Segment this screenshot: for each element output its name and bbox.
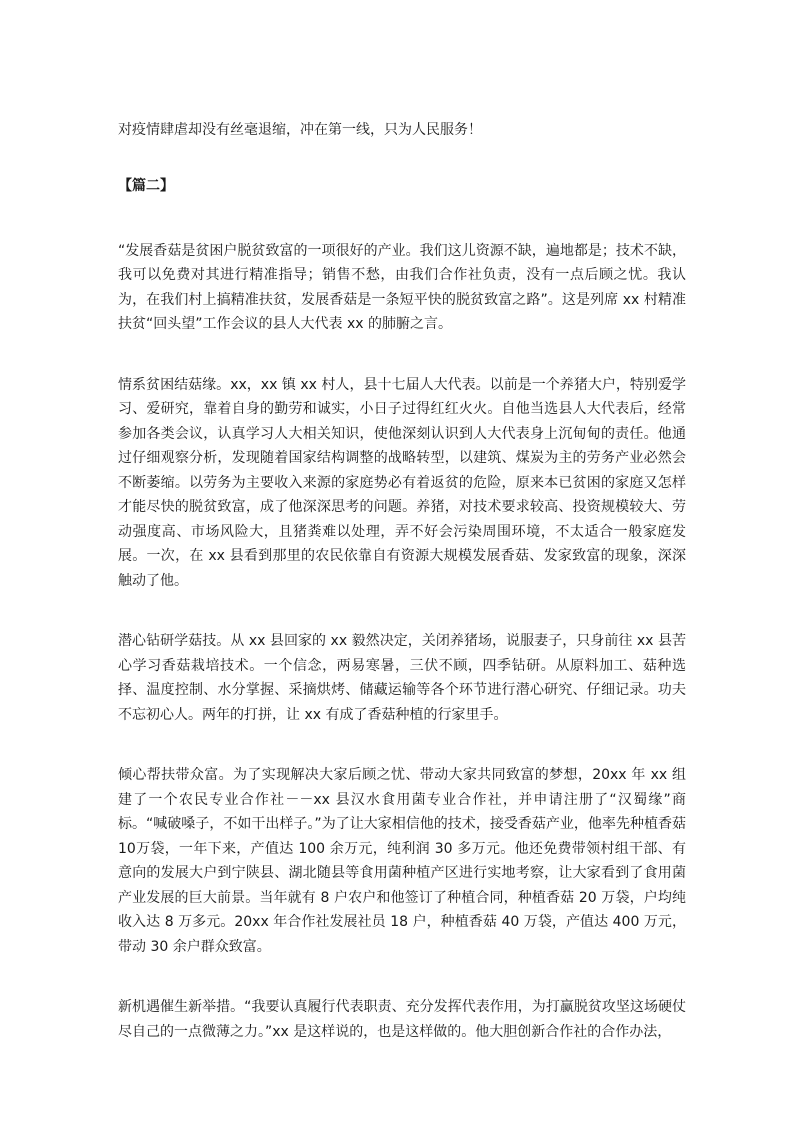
- paragraph-help: 倾心帮扶带众富。为了实现解决大家后顾之忧、带动大家共同致富的梦想，20xx 年 xx 组建了一个农民专业合作社－－xx 县汉水食用菌专业合作社，并申请注册了“汉蜀缘”商标。“喊破嗓子，不如干出样子。”为了让大家相信他的技术，接受香菇产业，他率先种植香菇 10万袋，一年下来，产值达 100 余万元，纯利润 30 多万元。他还免费带领村组干部、有意向的发展大户到宁陕县、湖北随县等食用菌种植产区进行实地考察，让大家看到了食用菌产业发展的巨大前景。当年就有 8 户农户和他签订了种植合同，种植香菇 20 万袋，户均纯收入达 8 万多元。20xx 年合作社发展社员 18 户，种植香菇 40 万袋，产值达 400 万元，带动 30 余户群众致富。: [118, 767, 686, 955]
- section-heading: 【篇二】: [118, 177, 174, 194]
- paragraph-spacer: [118, 727, 686, 763]
- paragraph-spacer: [118, 959, 686, 995]
- paragraph-study: 潜心钻研学菇技。从 xx 县回家的 xx 毅然决定，关闭养猪场，说服妻子，只身前往 xx 县苦心学习香菇栽培技术。一个信念，两易寒暑，三伏不顾，四季钻研。从原料加工、菇种选择、温度控制、水分掌握、采摘烘烤、储藏运输等各个环节进行潜心研究、仔细记录。功夫不忘初心人。两年的打拼，让 xx 有成了香菇种植的行家里手。: [118, 633, 686, 723]
- paragraph-new-measures: 新机遇催生新举措。“我要认真履行代表职责、充分发挥代表作用，为打赢脱贫攻坚这场硬仗尽自己的一点微薄之力。”xx 是这样说的，也是这样做的。他大胆创新合作社的合作办法，: [118, 999, 686, 1040]
- paragraph-origin: 情系贫困结菇缘。xx，xx 镇 xx 村人，县十七届人大代表。以前是一个养猪大户，特别爱学习、爱研究，靠着自身的勤劳和诚实，小日子过得红红火火。自他当选县人大代表后，经常参加各类会议，认真学习人大相关知识，使他深刻认识到人大代表身上沉甸甸的责任。他通过仔细观察分析，发现随着国家结构调整的战略转型，以建筑、煤炭为主的劳务产业必然会不断萎缩。以劳务为主要收入来源的家庭势必有着返贫的危险，原来本已贫困的家庭又怎样才能尽快的脱贫致富，成了他深深思考的问题。养猪，对技术要求较高、投资规模较大、劳动强度高、市场风险大，且猪粪难以处理，弄不好会污染周围环境，不太适合一般家庭发展。一次，在 xx 县看到那里的农民依靠自有资源大规模发展香菇、发家致富的现象，深深触动了他。: [118, 376, 686, 589]
- paragraph-spacer: [118, 198, 686, 239]
- paragraph-spacer: [118, 337, 686, 373]
- paragraph-intro-tail: 对疫情肆虐却没有丝毫退缩，冲在第一线，只为人民服务！: [118, 122, 482, 138]
- paragraph-spacer: [118, 593, 686, 629]
- paragraph-spacer: [118, 143, 686, 174]
- paragraph-quote: “发展香菇是贫困户脱贫致富的一项很好的产业。我们这儿资源不缺，遍地都是；技术不缺，我可以免费对其进行精准指导；销售不愁，由我们合作社负责，没有一点后顾之忧。我认为，在我们村上搞精准扶贫，发展香菇是一条短平快的脱贫致富之路”。这是列席 xx 村精准扶贫“回头望”工作会议的县人大代表 xx 的肺腑之言。: [118, 242, 686, 332]
- document-body: [118, 118, 686, 1044]
